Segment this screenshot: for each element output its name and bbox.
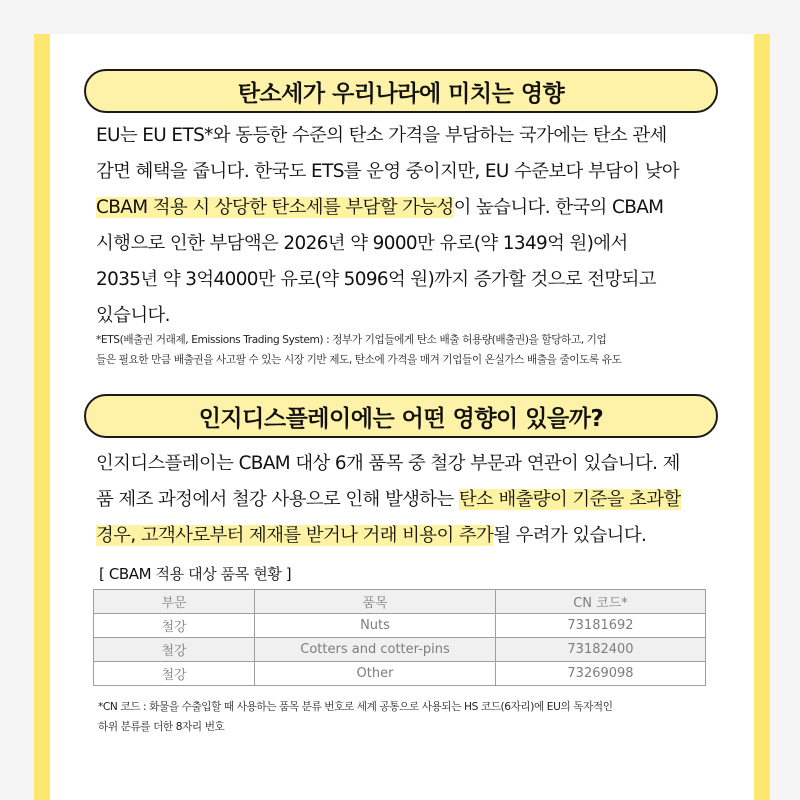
table-row — [94, 638, 706, 662]
paragraph-line: 2035년 약 3억4000만 유로(약 5096억 원)까지 증가할 것으로 전망되고 — [96, 269, 656, 290]
table-cell: 철강 — [94, 614, 255, 638]
section1-heading: 탄소세가 우리나라에 미치는 영향 — [84, 69, 718, 113]
table-cell: Cotters and cotter-pins — [255, 638, 496, 662]
table-cell: 73269098 — [496, 662, 706, 686]
column-header: 부문 — [94, 590, 255, 614]
left-accent-bar — [34, 34, 50, 800]
table-title: [ CBAM 적용 대상 품목 현황 ] — [99, 565, 292, 583]
column-header: CN 코드* — [496, 590, 706, 614]
section2-heading: 인지디스플레이에는 어떤 영향이 있을까? — [84, 394, 718, 438]
section1-paragraph — [96, 118, 708, 334]
paragraph-line: 있습니다. — [96, 305, 170, 326]
table-row — [94, 614, 706, 638]
highlighted-text: CBAM 적용 시 상당한 탄소세를 부담할 가능성 — [96, 197, 454, 218]
table-cell: 73182400 — [496, 638, 706, 662]
table-header-row — [94, 590, 706, 614]
paragraph-line: 품 제조 과정에서 철강 사용으로 인해 발생하는 탄소 배출량이 기준을 초과할 — [96, 489, 681, 510]
table-row — [94, 662, 706, 686]
paragraph-line: CBAM 적용 시 상당한 탄소세를 부담할 가능성이 높습니다. 한국의 CBAM — [96, 197, 664, 218]
paragraph-line: 경우, 고객사로부터 제재를 받거나 거래 비용이 추가될 우려가 있습니다. — [96, 525, 647, 546]
section2-paragraph — [96, 446, 708, 554]
paragraph-line: 감면 혜택을 줍니다. 한국도 ETS를 운영 중이지만, EU 수준보다 부담이 낮아 — [96, 161, 680, 182]
paragraph-line: EU는 EU ETS*와 동등한 수준의 탄소 가격을 부담하는 국가에는 탄소 관세 — [96, 125, 667, 146]
column-header: 품목 — [255, 590, 496, 614]
paragraph-line: 인지디스플레이는 CBAM 대상 6개 품목 중 철강 부문과 연관이 있습니다. 제 — [96, 453, 680, 474]
highlighted-text: 탄소 배출량이 기준을 초과할 — [458, 489, 681, 510]
table-cell: Other — [255, 662, 496, 686]
table-cell: 철강 — [94, 662, 255, 686]
right-accent-bar — [754, 34, 770, 800]
highlighted-text: 경우, 고객사로부터 제재를 받거나 거래 비용이 추가 — [96, 525, 494, 546]
cbam-items-table — [93, 589, 706, 686]
cn-code-footnote: *CN 코드 : 화물을 수출입할 때 사용하는 품목 분류 번호로 세계 공통으로 사용되는 HS 코드(6자리)에 EU의 독자적인 하위 분류를 더한 8자리 번호 — [98, 701, 613, 733]
table-cell: Nuts — [255, 614, 496, 638]
table-cell: 철강 — [94, 638, 255, 662]
paragraph-line: 시행으로 인한 부담액은 2026년 약 9000만 유로(약 1349억 원)에서 — [96, 233, 628, 254]
table-cell: 73181692 — [496, 614, 706, 638]
ets-footnote: *ETS(배출권 거래제, Emissions Trading System) : 정부가 기업들에게 탄소 배출 허용량(배출권)을 할당하고, 기업 들은 필요한 만큼 배출권을 사고팔 수 있는 시장 기반 제도, 탄소에 가격을 매겨 기업들이 온실가스 배출을 줄이도록 유도 — [96, 334, 622, 366]
